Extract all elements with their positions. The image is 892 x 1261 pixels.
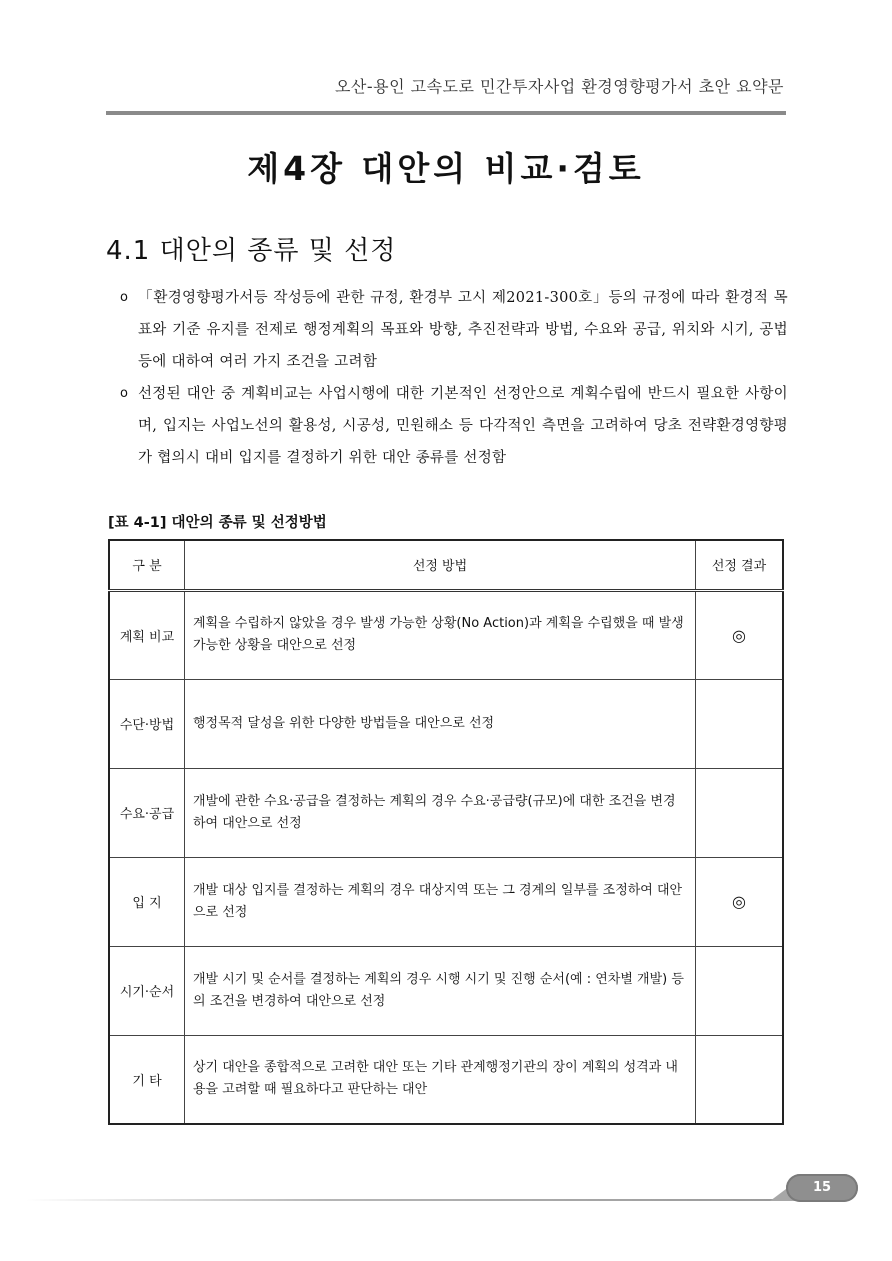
footer-divider	[26, 1199, 776, 1201]
row-method: 상기 대안을 종합적으로 고려한 대안 또는 기타 관계행정기관의 장이 계획의 성격과 내용을 고려할 때 필요하다고 판단하는 대안	[185, 1035, 696, 1124]
table-row	[109, 857, 783, 946]
row-result: ◎	[696, 590, 784, 679]
alternatives-table	[108, 539, 784, 1125]
row-result	[696, 946, 784, 1035]
row-method: 개발에 관한 수요·공급을 결정하는 계획의 경우 수요·공급량(규모)에 대한 조건을 변경하여 대안으로 선정	[185, 768, 696, 857]
header-method: 선정 방법	[185, 540, 696, 590]
header-divider	[106, 111, 786, 115]
row-method: 행정목적 달성을 위한 다양한 방법들을 대안으로 선정	[185, 679, 696, 768]
bullet-mark: o	[120, 290, 128, 305]
table-row	[109, 679, 783, 768]
table-row	[109, 768, 783, 857]
bullet-text: 선정된 대안 중 계획비교는 사업시행에 대한 기본적인 선정안으로 계획수립에 반드시 필요한 사항이며, 입지는 사업노선의 활용성, 시공성, 민원해소 등 다각적인 측면을 고려하여 당초 전략환경영향평가 협의시 대비 입지를 결정하기 위한 대안 종류를 선정함	[138, 386, 788, 466]
table-header-row	[109, 540, 783, 590]
row-result	[696, 1035, 784, 1124]
table-row	[109, 946, 783, 1035]
bullet-item	[120, 378, 788, 474]
row-result	[696, 679, 784, 768]
row-category: 기 타	[109, 1035, 185, 1124]
row-method: 개발 시기 및 순서를 결정하는 계획의 경우 시행 시기 및 진행 순서(예 : 연차별 개발) 등의 조건을 변경하여 대안으로 선정	[185, 946, 696, 1035]
bullet-list	[120, 282, 788, 474]
row-category: 수요·공급	[109, 768, 185, 857]
row-category: 계획 비교	[109, 590, 185, 679]
running-header: 오산-용인 고속도로 민간투자사업 환경영향평가서 초안 요약문	[334, 77, 784, 96]
row-category: 시기·순서	[109, 946, 185, 1035]
row-category: 입 지	[109, 857, 185, 946]
table-row	[109, 590, 783, 679]
chapter-title: 제4장 대안의 비교·검토	[247, 149, 645, 188]
row-result	[696, 768, 784, 857]
header-category: 구 분	[109, 540, 185, 590]
row-result: ◎	[696, 857, 784, 946]
page-number-badge: 15	[786, 1174, 858, 1202]
section-title: 4.1 대안의 종류 및 선정	[106, 236, 397, 266]
bullet-mark: o	[120, 386, 128, 401]
row-category: 수단·방법	[109, 679, 185, 768]
bullet-item	[120, 282, 788, 378]
row-method: 개발 대상 입지를 결정하는 계획의 경우 대상지역 또는 그 경계의 일부를 조정하여 대안으로 선정	[185, 857, 696, 946]
bullet-text: 「환경영향평가서등 작성등에 관한 규정, 환경부 고시 제2021-300호」등의 규정에 따라 환경적 목표와 기준 유지를 전제로 행정계획의 목표와 방향, 추진전략과 방법, 수요와 공급, 위치와 시기, 공법 등에 대하여 여러 가지 조건을 고려함	[138, 290, 788, 370]
row-method: 계획을 수립하지 않았을 경우 발생 가능한 상황(No Action)과 계획을 수립했을 때 발생 가능한 상황을 대안으로 선정	[185, 590, 696, 679]
header-result: 선정 결과	[696, 540, 784, 590]
table-caption: [표 4-1] 대안의 종류 및 선정방법	[108, 515, 327, 531]
table-row	[109, 1035, 783, 1124]
